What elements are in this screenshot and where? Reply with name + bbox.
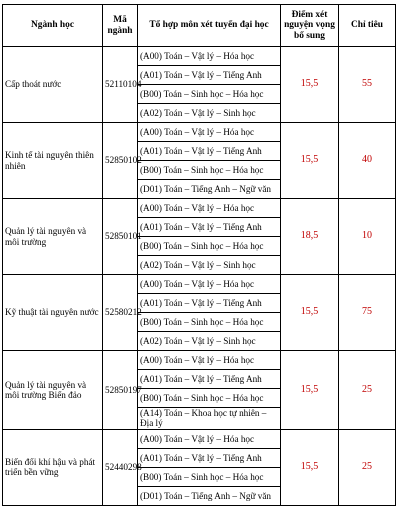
- cell-chitieu: 40: [339, 123, 396, 199]
- cell-tohop: (A00) Toán – Vật lý – Hóa học: [138, 47, 281, 66]
- header-nganh: Ngành học: [3, 5, 103, 47]
- admission-table: [2, 4, 396, 506]
- cell-diem: 15,5: [281, 351, 339, 430]
- cell-diem: 15,5: [281, 275, 339, 351]
- cell-tohop: (B00) Toán – Sinh học – Hóa học: [138, 161, 281, 180]
- cell-tohop: (A00) Toán – Vật lý – Hóa học: [138, 429, 281, 448]
- cell-tohop: (D01) Toán – Tiếng Anh – Ngữ văn: [138, 486, 281, 505]
- cell-chitieu: 10: [339, 199, 396, 275]
- header-tohop: Tổ hợp môn xét tuyển đại học: [138, 5, 281, 47]
- cell-ma-nganh: 52850102: [103, 123, 138, 199]
- table-row: [3, 429, 396, 448]
- cell-tohop: (A00) Toán – Vật lý – Hóa học: [138, 351, 281, 370]
- cell-tohop: (A02) Toán – Vật lý – Sinh học: [138, 332, 281, 351]
- table-row: [3, 123, 396, 142]
- cell-tohop: (B00) Toán – Sinh học – Hóa học: [138, 237, 281, 256]
- cell-tohop: (B00) Toán – Sinh học – Hóa học: [138, 467, 281, 486]
- header-ma: Mã ngành: [103, 5, 138, 47]
- cell-ma-nganh: 52850197: [103, 351, 138, 430]
- cell-diem: 15,5: [281, 429, 339, 505]
- cell-tohop: (D01) Toán – Tiếng Anh – Ngữ văn: [138, 180, 281, 199]
- cell-nganh: Kỹ thuật tài nguyên nước: [3, 275, 103, 351]
- cell-chitieu: 75: [339, 275, 396, 351]
- cell-nganh: Quản lý tài nguyên và môi trường: [3, 199, 103, 275]
- cell-tohop: (A01) Toán – Vật lý – Tiếng Anh: [138, 448, 281, 467]
- cell-tohop: (A02) Toán – Vật lý – Sinh học: [138, 256, 281, 275]
- cell-chitieu: 55: [339, 47, 396, 123]
- cell-tohop: (A01) Toán – Vật lý – Tiếng Anh: [138, 370, 281, 389]
- header-diem: Điểm xét nguyện vọng bổ sung: [281, 5, 339, 47]
- cell-tohop: (A01) Toán – Vật lý – Tiếng Anh: [138, 294, 281, 313]
- cell-tohop: (A02) Toán – Vật lý – Sinh học: [138, 104, 281, 123]
- table-header-row: [3, 5, 396, 47]
- cell-tohop: (A14) Toán – Khoa học tự nhiên – Địa lý: [138, 408, 281, 430]
- cell-nganh: Quản lý tài nguyên và môi trường Biển đảo: [3, 351, 103, 430]
- cell-nganh: Biến đổi khí hậu và phát triển bền vững: [3, 429, 103, 505]
- table-row: [3, 351, 396, 370]
- header-chitieu: Chỉ tiêu: [339, 5, 396, 47]
- cell-tohop: (A01) Toán – Vật lý – Tiếng Anh: [138, 142, 281, 161]
- cell-nganh: Cấp thoát nước: [3, 47, 103, 123]
- cell-ma-nganh: 52850101: [103, 199, 138, 275]
- table-row: [3, 275, 396, 294]
- cell-diem: 18,5: [281, 199, 339, 275]
- cell-tohop: (B00) Toán – Sinh học – Hóa học: [138, 85, 281, 104]
- cell-tohop: (A00) Toán – Vật lý – Hóa học: [138, 123, 281, 142]
- cell-tohop: (A01) Toán – Vật lý – Tiếng Anh: [138, 218, 281, 237]
- table-row: [3, 47, 396, 66]
- cell-ma-nganh: 52440298: [103, 429, 138, 505]
- cell-tohop: (A00) Toán – Vật lý – Hóa học: [138, 275, 281, 294]
- cell-ma-nganh: 52580212: [103, 275, 138, 351]
- cell-diem: 15,5: [281, 47, 339, 123]
- cell-tohop: (A01) Toán – Vật lý – Tiếng Anh: [138, 66, 281, 85]
- cell-tohop: (B00) Toán – Sinh học – Hóa học: [138, 313, 281, 332]
- cell-ma-nganh: 52110104: [103, 47, 138, 123]
- cell-tohop: (B00) Toán – Sinh học – Hóa học: [138, 389, 281, 408]
- cell-chitieu: 25: [339, 429, 396, 505]
- table-row: [3, 199, 396, 218]
- cell-nganh: Kinh tế tài nguyên thiên nhiên: [3, 123, 103, 199]
- cell-chitieu: 25: [339, 351, 396, 430]
- cell-tohop: (A00) Toán – Vật lý – Hóa học: [138, 199, 281, 218]
- cell-diem: 15,5: [281, 123, 339, 199]
- table-body: [3, 47, 396, 506]
